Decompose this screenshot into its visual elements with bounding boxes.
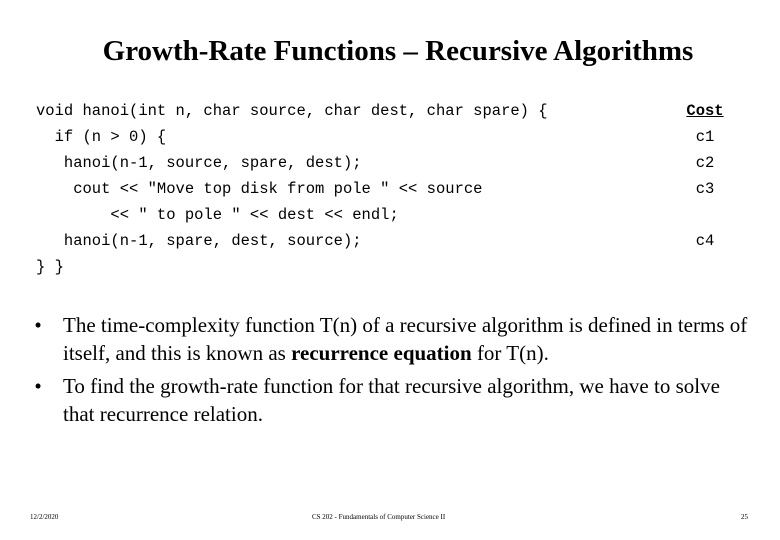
cost-column: [680, 98, 730, 280]
cost-cell: c4: [695, 232, 715, 250]
code-line: << " to pole " << dest << endl;: [36, 206, 399, 224]
cost-cell: [680, 254, 730, 280]
code-line: void hanoi(int n, char source, char dest, char spare) {: [36, 102, 548, 120]
code-line: } }: [36, 258, 64, 276]
code-line: hanoi(n-1, source, spare, dest);: [36, 154, 362, 172]
code-line: hanoi(n-1, spare, dest, source);: [36, 232, 362, 250]
cost-header: Cost: [686, 102, 724, 120]
bullet-text: for T(n).: [471, 341, 549, 365]
cost-cell: c1: [695, 128, 715, 146]
code-line: cout << "Move top disk from pole " << source: [36, 180, 483, 198]
cost-cell: c3: [695, 180, 715, 198]
footer-course: CS 202 - Fundamentals of Computer Science II: [312, 513, 446, 521]
bullet-emphasis: recurrence equation: [291, 341, 472, 365]
footer-date: 12/2/2020: [30, 513, 59, 521]
code-block: [36, 98, 548, 280]
bullet-item: [28, 372, 748, 428]
bullet-dot-icon: •: [34, 313, 42, 337]
slide-title: Growth-Rate Functions – Recursive Algorithms: [102, 35, 694, 67]
footer-page-number: 25: [741, 513, 748, 521]
bullet-list: [28, 311, 748, 433]
code-line: if (n > 0) {: [36, 128, 167, 146]
bullet-text: The time-complexity function T(n) of a recursive algorithm is defined in terms of itself, and this is known as: [63, 313, 748, 365]
bullet-item: [28, 311, 748, 367]
bullet-text: To find the growth-rate function for that recursive algorithm, we have to solve that recurrence relation.: [63, 374, 720, 426]
cost-cell: c2: [695, 154, 715, 172]
cost-cell: [680, 202, 730, 228]
bullet-dot-icon: •: [34, 374, 42, 398]
